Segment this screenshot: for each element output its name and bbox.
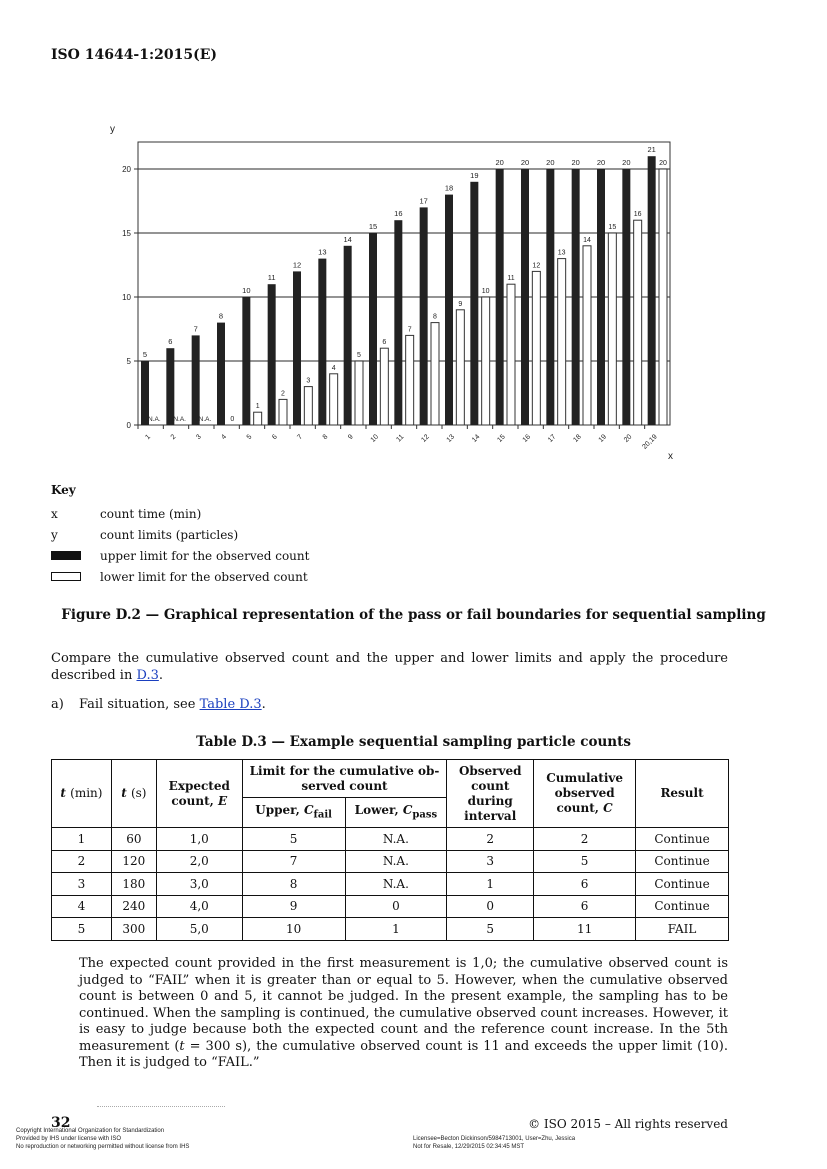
key-symbol: y [51,527,58,542]
svg-text:N.A.: N.A. [148,416,161,423]
svg-text:9: 9 [458,300,463,308]
svg-text:15: 15 [496,433,507,444]
header-observed: Observed count during interval [447,760,534,828]
table-cell: 1 [52,828,112,851]
table-cell: 1 [447,873,534,896]
table-row [52,895,729,918]
table-cell: 8 [242,873,345,896]
table-cell: 2 [52,850,112,873]
svg-text:6: 6 [271,433,279,442]
table-cell: 10 [242,918,345,941]
divider [97,1106,225,1107]
svg-text:20: 20 [495,158,504,167]
table-cell: 2 [534,828,636,851]
svg-text:15: 15 [608,224,617,231]
svg-text:20: 20 [571,158,580,167]
svg-text:12: 12 [420,433,431,444]
svg-text:10: 10 [369,433,381,444]
table-cell: 4 [52,895,112,918]
dark-swatch-icon [51,551,81,560]
svg-text:4: 4 [331,364,336,372]
table-cell: 1,0 [156,828,242,851]
table-cell: 5 [52,918,112,941]
table-title: Table D.3 — Example sequential sampling particle counts [196,734,631,750]
table-cell: Continue [636,828,729,851]
svg-text:14: 14 [470,433,482,444]
svg-text:4: 4 [220,433,229,442]
svg-text:18: 18 [444,183,454,193]
table-cell: 240 [111,895,156,918]
svg-text:8: 8 [433,313,437,321]
table-cell: 3 [52,873,112,896]
svg-text:9: 9 [347,433,355,442]
list-marker: a) [51,697,64,712]
svg-text:13: 13 [318,247,327,257]
table-cell: 9 [242,895,345,918]
svg-text:5: 5 [126,357,131,366]
table-cell: 5 [447,918,534,941]
svg-text:12: 12 [532,262,541,270]
table-cell: 11 [534,918,636,941]
svg-text:13: 13 [445,433,457,444]
svg-text:1: 1 [255,403,260,411]
table-cell: 300 [111,918,156,941]
figure-caption: Figure D.2 — Graphical representation of the pass or fail boundaries for sequential sampling [61,607,766,623]
table-cell: Continue [636,850,729,873]
table-cell: 5,0 [156,918,242,941]
svg-text:21: 21 [647,145,656,155]
table-cell: 6 [534,895,636,918]
table-cell: 3,0 [156,873,242,896]
svg-text:N.A.: N.A. [198,416,212,423]
link-d3[interactable]: D.3 [136,668,159,683]
license-left: Copyright International Organization for Standardization Provided by IHS under license with ISO No reproduction or networking permitted without license from IHS [16,1128,190,1150]
key-item-upper [51,545,309,566]
table-row [52,828,729,851]
figure-key [51,483,309,587]
table-cell: 2,0 [156,850,242,873]
svg-text:0: 0 [126,421,131,430]
table-row [52,873,729,896]
key-item-lower [51,566,309,587]
header-lower: Lower, $C_{pass}$ [345,798,447,828]
svg-text:19: 19 [597,433,609,444]
table-cell: 0 [345,895,447,918]
table-cell: 1 [345,918,447,941]
svg-text:2: 2 [281,390,285,398]
header-limit-group: Limit for the cumulative ob-served count [242,760,447,798]
key-symbol: x [51,506,58,521]
copyright-notice: © ISO 2015 – All rights reserved [528,1117,728,1131]
table-row [52,850,729,873]
table-cell: Continue [636,895,729,918]
svg-text:7: 7 [193,324,198,334]
svg-text:3: 3 [195,433,203,442]
svg-text:20: 20 [122,165,131,174]
svg-text:x: x [668,451,673,462]
svg-text:14: 14 [343,234,352,244]
svg-text:3: 3 [306,377,311,385]
svg-text:6: 6 [168,337,173,347]
svg-text:2: 2 [169,433,178,442]
table-cell: N.A. [345,873,447,896]
key-item-y [51,524,309,545]
table-cell: 60 [111,828,156,851]
svg-text:10: 10 [122,293,131,302]
svg-text:20: 20 [546,158,555,167]
key-title: Key [51,483,76,497]
bar-chart [95,115,695,475]
svg-text:20: 20 [520,158,530,167]
table-cell: 2 [447,828,534,851]
svg-text:6: 6 [382,339,387,347]
svg-text:5: 5 [357,352,361,359]
svg-text:17: 17 [419,196,428,206]
table-cell: N.A. [345,850,447,873]
key-label: lower limit for the observed count [100,569,308,584]
svg-text:20: 20 [659,160,667,167]
table-cell: 6 [534,873,636,896]
svg-text:11: 11 [507,275,515,283]
link-table-d3[interactable]: Table D.3 [199,697,262,712]
table-cell: 4,0 [156,895,242,918]
svg-text:N.A.: N.A. [173,416,186,423]
svg-text:20: 20 [622,433,634,444]
svg-text:14: 14 [583,236,591,244]
table-cell: 3 [447,850,534,873]
svg-text:y: y [110,124,115,135]
header-t-s: t (s) [111,760,156,828]
list-item-a: a) Fail situation, see Table D.3. [51,697,266,712]
svg-text:13: 13 [557,249,566,257]
svg-text:8: 8 [321,433,330,442]
explanation-paragraph: The expected count provided in the first measurement is 1,0; the cumulative observed count is judged to “FAIL” when it is greater than or equal to 5. However, when the cumulative observed count is between 0 and 5, it cannot be judged. In the present example, the sampling has to be continued. When the sampling is continued, the cumulative observed count increases. However, it is easy to judge because both the expected count and the reference count increase. In the 5th measurement (t = 300 s), the cumulative observed count is 11 and exceeds the upper limit (10). Then it is judged to “FAIL.” [79,956,728,1070]
svg-text:8: 8 [218,311,224,321]
key-label: upper limit for the observed count [100,548,310,563]
svg-text:16: 16 [521,433,533,444]
table-cell: 5 [242,828,345,851]
svg-text:16: 16 [633,211,642,219]
svg-text:5: 5 [245,433,254,442]
svg-text:1: 1 [144,433,153,442]
table-cell: 7 [242,850,345,873]
chart-canvas [95,115,695,475]
intro-paragraph: Compare the cumulative observed count and the upper and lower limits and apply the procedure described in D.3. [51,651,728,683]
document-id-header: ISO 14644-1:2015(E) [51,47,218,63]
svg-text:11: 11 [267,273,276,283]
sampling-table [51,759,729,941]
header-cumulative: Cumulative observed count, C [534,760,636,828]
svg-text:20: 20 [596,158,606,167]
license-right: Licensee=Becton Dickinson/5984713001, User=Zhu, Jessica Not for Resale, 12/29/2015 02:34:45 MST [413,1136,576,1150]
svg-text:20,19: 20,19 [641,433,659,451]
table-cell: 0 [447,895,534,918]
table-cell: 120 [111,850,156,873]
svg-text:10: 10 [242,286,251,295]
svg-text:7: 7 [407,326,412,334]
table-cell: 180 [111,873,156,896]
svg-text:10: 10 [481,288,490,295]
key-label: count time (min) [100,506,202,521]
light-swatch-icon [51,572,81,581]
svg-text:15: 15 [368,222,378,231]
svg-text:20: 20 [622,158,631,167]
svg-text:19: 19 [470,170,479,180]
table-row [52,918,729,941]
svg-text:0: 0 [230,416,235,423]
header-upper: Upper, $C_{fail}$ [242,798,345,828]
svg-text:15: 15 [122,229,131,238]
svg-text:18: 18 [572,433,583,444]
svg-text:17: 17 [546,433,558,444]
table-cell: FAIL [636,918,729,941]
svg-text:5: 5 [142,350,148,359]
svg-text:12: 12 [292,260,302,270]
svg-text:7: 7 [296,433,305,442]
header-expected: Expected count, E [156,760,242,828]
header-t-min: t (min) [52,760,112,828]
svg-text:11: 11 [395,433,406,444]
svg-text:16: 16 [394,209,403,219]
key-label: count limits (particles) [100,527,239,542]
header-result: Result [636,760,729,828]
table-cell: N.A. [345,828,447,851]
table-cell: Continue [636,873,729,896]
table-cell: 5 [534,850,636,873]
key-item-x [51,503,309,524]
page-number: 32 [51,1115,71,1131]
